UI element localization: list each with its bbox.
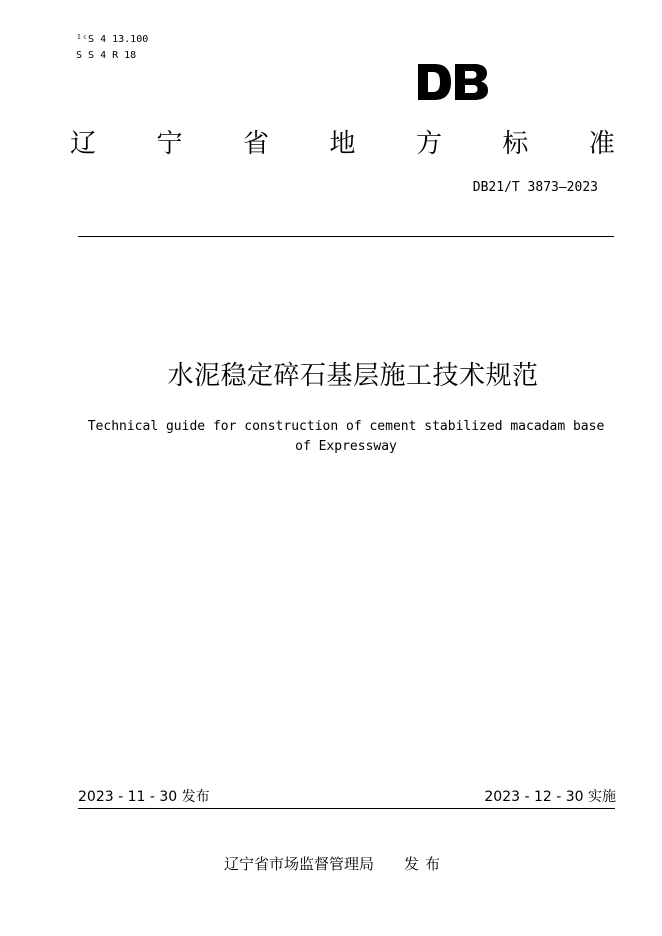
issuer-action: 发布 [404,855,447,873]
release-date: 2023 - 11 - 30 发布 [78,789,210,805]
footer-divider [78,808,615,809]
heading-char: 省 [242,129,269,159]
standard-category-heading [70,126,615,162]
standard-number: DB21/T 3873—2023 [472,180,598,195]
chinese-title: 水泥稳定碎石基层施工技术规范 [167,361,539,391]
heading-char: 标 [502,129,529,159]
heading-char: 地 [329,129,356,159]
db-logo [417,62,489,102]
issuer-name: 辽宁省市场监督管理局 [224,855,375,873]
heading-char: 方 [415,129,442,159]
heading-char: 宁 [156,129,183,159]
ics-code: ᴵᶜS 4 13.100 [76,34,149,45]
ccs-code: S S 4 R 18 [76,50,137,61]
heading-char: 准 [588,129,615,159]
heading-char: 辽 [70,129,97,159]
classification-codes [76,32,148,64]
english-title: Technical guide for construction of cement stabilized macadam base of Expressway [87,419,605,454]
implementation-date: 2023 - 12 - 30 实施 [484,789,616,805]
issuing-authority [224,854,446,874]
header-divider [78,236,614,237]
